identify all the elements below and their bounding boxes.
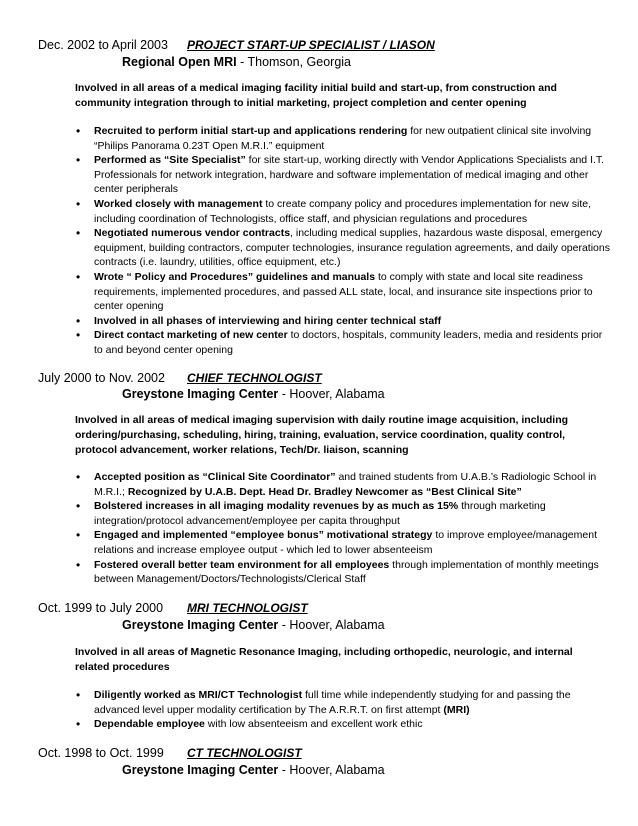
bullet-text: through marketing integration/protocol advancement/employee per capita throughput xyxy=(94,500,546,527)
job-title: CHIEF TECHNOLOGIST xyxy=(187,371,322,385)
bullet-bold-text: Fostered overall better team environment for all employees xyxy=(94,558,390,571)
employer-name: Greystone Imaging Center xyxy=(122,618,279,632)
bullet-bold-text: Involved in all phases of interviewing and hiring center technical staff xyxy=(94,314,442,327)
bullet-text: full time while independently studying for and passing the advanced level upper modality certification by The A.R.R.T. on first attempt xyxy=(94,689,571,716)
bullet-item xyxy=(75,499,610,528)
bullet-text: to improve employee/management relations and increase employee output - which led to lower absenteeism xyxy=(94,529,597,556)
job-title: CT TECHNOLOGIST xyxy=(187,746,302,760)
employer-location: - Hoover, Alabama xyxy=(278,763,385,777)
bullet-bold-text: Wrote “ Policy and Procedures” guidelines and manuals xyxy=(94,270,376,283)
job-bullet-list xyxy=(75,688,610,732)
bullet-bold-text: Direct contact marketing of new center xyxy=(94,329,288,342)
bullet-item xyxy=(75,470,610,499)
bullet-item xyxy=(75,124,610,153)
employer-location: - Hoover, Alabama xyxy=(278,618,385,632)
bullet-bold-text: Accepted position as “Clinical Site Coordinator” xyxy=(94,471,336,483)
bullet-text: to create company policy and procedures implementation for new site, including coordination of Technologists, office staff, and physician regulations and procedures xyxy=(94,197,592,225)
bullet-item xyxy=(75,314,610,329)
job-employer-line xyxy=(122,55,351,70)
bullet-bold-text: Diligently worked as MRI/CT Technologist xyxy=(94,689,303,701)
job-title: PROJECT START-UP SPECIALIST / LIASON xyxy=(187,38,435,52)
bullet-bold-text: Engaged and implemented “employee bonus” motivational strategy xyxy=(94,529,433,542)
employer-name: Greystone Imaging Center xyxy=(122,763,279,777)
bullet-item xyxy=(75,153,610,197)
bullet-text: with low absenteeism and excellent work ethic xyxy=(204,718,423,731)
job-employer-line xyxy=(122,763,385,778)
job-bullet-list xyxy=(75,470,610,587)
bullet-item xyxy=(75,270,610,314)
job-dates: Oct. 1999 to July 2000 xyxy=(38,601,164,615)
bullet-text: through implementation of monthly meetings between Management/Doctors/Technologists/Clerical Staff xyxy=(94,558,599,586)
bullet-text: and trained students from U.A.B.’s Radiologic School in M.R.I.; xyxy=(94,471,597,498)
bullet-text: , including medical supplies, hazardous waste disposal, emergency equipment, building contractors, computer technologies, insurance regulation agreements, and daily operations contracts (i.e. laundry, utilities, office equipment, etc.) xyxy=(94,227,610,269)
bullet-item xyxy=(75,688,610,717)
job-dates: July 2000 to Nov. 2002 xyxy=(38,371,165,385)
job-bullet-list xyxy=(75,124,610,358)
bullet-bold-text: Dependable employee xyxy=(94,718,205,731)
bullet-bold-text: Performed as “Site Specialist” xyxy=(94,154,246,167)
employer-name: Regional Open MRI xyxy=(122,55,237,69)
bullet-item xyxy=(75,558,610,587)
job-employer-line xyxy=(122,618,385,633)
bullet-item xyxy=(75,197,610,226)
job-dates: Dec. 2002 to April 2003 xyxy=(38,38,168,52)
job-summary: Involved in all areas of medical imaging supervision with daily routine image acquisition, including ordering/purchasing, scheduling, hiring, training, evaluation, service coordination, quality control, protocol advancement, worker relations, Tech/Dr. liaison, scanning xyxy=(75,414,569,456)
bullet-bold-text: Recognized by U.A.B. Dept. Head Dr. Bradley Newcomer as “Best Clinical Site” xyxy=(127,485,522,498)
bullet-text: for site start-up, working directly with Vendor Applications Specialists and I.T. Professionals for network integration, hardware and software implementation of medical imaging and other center peripherals xyxy=(94,154,605,196)
bullet-text: to comply with state and local site readiness requirements, implemented procedures, and passed ALL state, local, and insurance site inspections prior to center opening xyxy=(94,270,593,313)
bullet-item xyxy=(75,226,610,270)
job-employer-line xyxy=(122,387,385,402)
employer-name: Greystone Imaging Center xyxy=(122,387,279,401)
bullet-item xyxy=(75,717,610,732)
bullet-item xyxy=(75,328,610,357)
employer-location: - Hoover, Alabama xyxy=(278,387,385,401)
bullet-text: for new outpatient clinical site involving “Philips Panorama 0.23T Open M.R.I.” equipment xyxy=(94,125,592,152)
bullet-bold-text: Recruited to perform initial start-up and applications rendering xyxy=(94,125,408,137)
bullet-bold-text: Bolstered increases in all imaging modality revenues by as much as 15% xyxy=(94,500,459,513)
job-summary: Involved in all areas of a medical imaging facility initial build and start-up, from construction and community integration through to initial marketing, project completion and center opening xyxy=(75,82,557,109)
bullet-bold-text: Worked closely with management xyxy=(94,197,263,210)
job-dates: Oct. 1998 to Oct. 1999 xyxy=(38,746,164,760)
job-title: MRI TECHNOLOGIST xyxy=(187,601,308,615)
bullet-bold-text: (MRI) xyxy=(443,703,470,716)
employer-location: - Thomson, Georgia xyxy=(236,55,351,69)
bullet-text: to doctors, hospitals, community leaders, media and residents prior to and beyond center opening xyxy=(94,329,603,356)
bullet-bold-text: Negotiated numerous vendor contracts xyxy=(94,227,291,240)
bullet-item xyxy=(75,528,610,557)
job-summary: Involved in all areas of Magnetic Resonance Imaging, including orthopedic, neurologic, and internal related procedures xyxy=(75,646,573,673)
